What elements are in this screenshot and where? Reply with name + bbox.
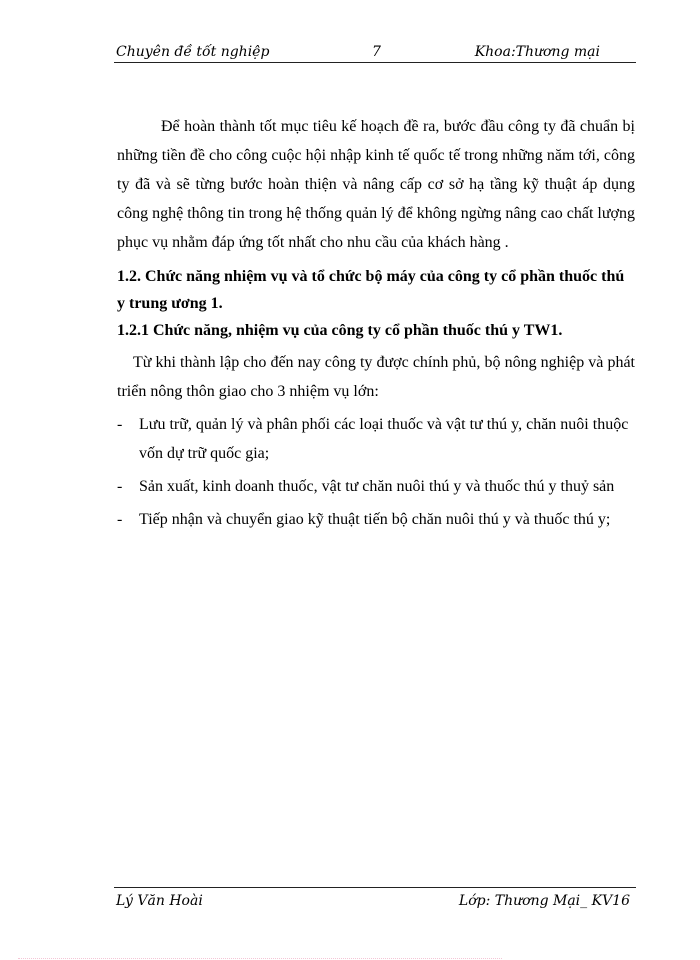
intro-paragraph: Để hoàn thành tốt mục tiêu kế hoạch đề ra, bước đầu công ty đã chuẩn bị những tiền đề cho công cuộc hội nhập kinh tế quốc tế trong những năm tới, công ty đã và sẽ từng bước hoàn thiện và nâng cấp cơ sở hạ tầng kỹ thuật áp dụng công nghệ thông tin trong hệ thống quản lý để không ngừng nâng cao chất lượng phục vụ nhằm đáp ứng tốt nhất cho nhu cầu của khách hàng . bbox=[117, 118, 635, 251]
bullet-dash: - bbox=[117, 511, 123, 528]
list-item-text: Sản xuất, kinh doanh thuốc, vật tư chăn nuôi thú y và thuốc thú y thuỷ sản bbox=[139, 478, 615, 495]
header-page-number: 7 bbox=[372, 44, 381, 60]
list-item-text: Tiếp nhận và chuyển giao kỹ thuật tiến bộ chăn nuôi thú y và thuốc thú y; bbox=[139, 511, 611, 528]
list-item-text: Lưu trữ, quản lý và phân phối các loại thuốc và vật tư thú y, chăn nuôi thuộc vốn dự trữ quốc gia; bbox=[139, 416, 629, 462]
section-heading: 1.2. Chức năng nhiệm vụ và tổ chức bộ máy của công ty cổ phần thuốc thú y trung ương 1. bbox=[117, 268, 625, 312]
subsection-heading: 1.2.1 Chức năng, nhiệm vụ của công ty cổ phần thuốc thú y TW1. bbox=[117, 322, 563, 339]
bullet-dash: - bbox=[117, 416, 123, 433]
header-faculty: Khoa:Thương mại bbox=[474, 44, 600, 60]
footer-class: Lớp: Thương Mại_ KV16 bbox=[458, 893, 630, 909]
page-header bbox=[114, 42, 636, 63]
bullet-dash: - bbox=[117, 478, 123, 495]
duties-list bbox=[117, 410, 635, 534]
list-item bbox=[117, 472, 635, 501]
footer-author: Lý Văn Hoài bbox=[116, 893, 203, 909]
list-item bbox=[117, 410, 635, 468]
list-item bbox=[117, 505, 635, 534]
page-boundary-divider bbox=[18, 958, 502, 959]
duties-intro-paragraph: Từ khi thành lập cho đến nay công ty được chính phủ, bộ nông nghiệp và phát triển nông thôn giao cho 3 nhiệm vụ lớn: bbox=[117, 354, 635, 400]
page-footer bbox=[114, 887, 636, 912]
header-document-type: Chuyên đề tốt nghiệp bbox=[116, 44, 270, 60]
page-body bbox=[117, 112, 635, 534]
